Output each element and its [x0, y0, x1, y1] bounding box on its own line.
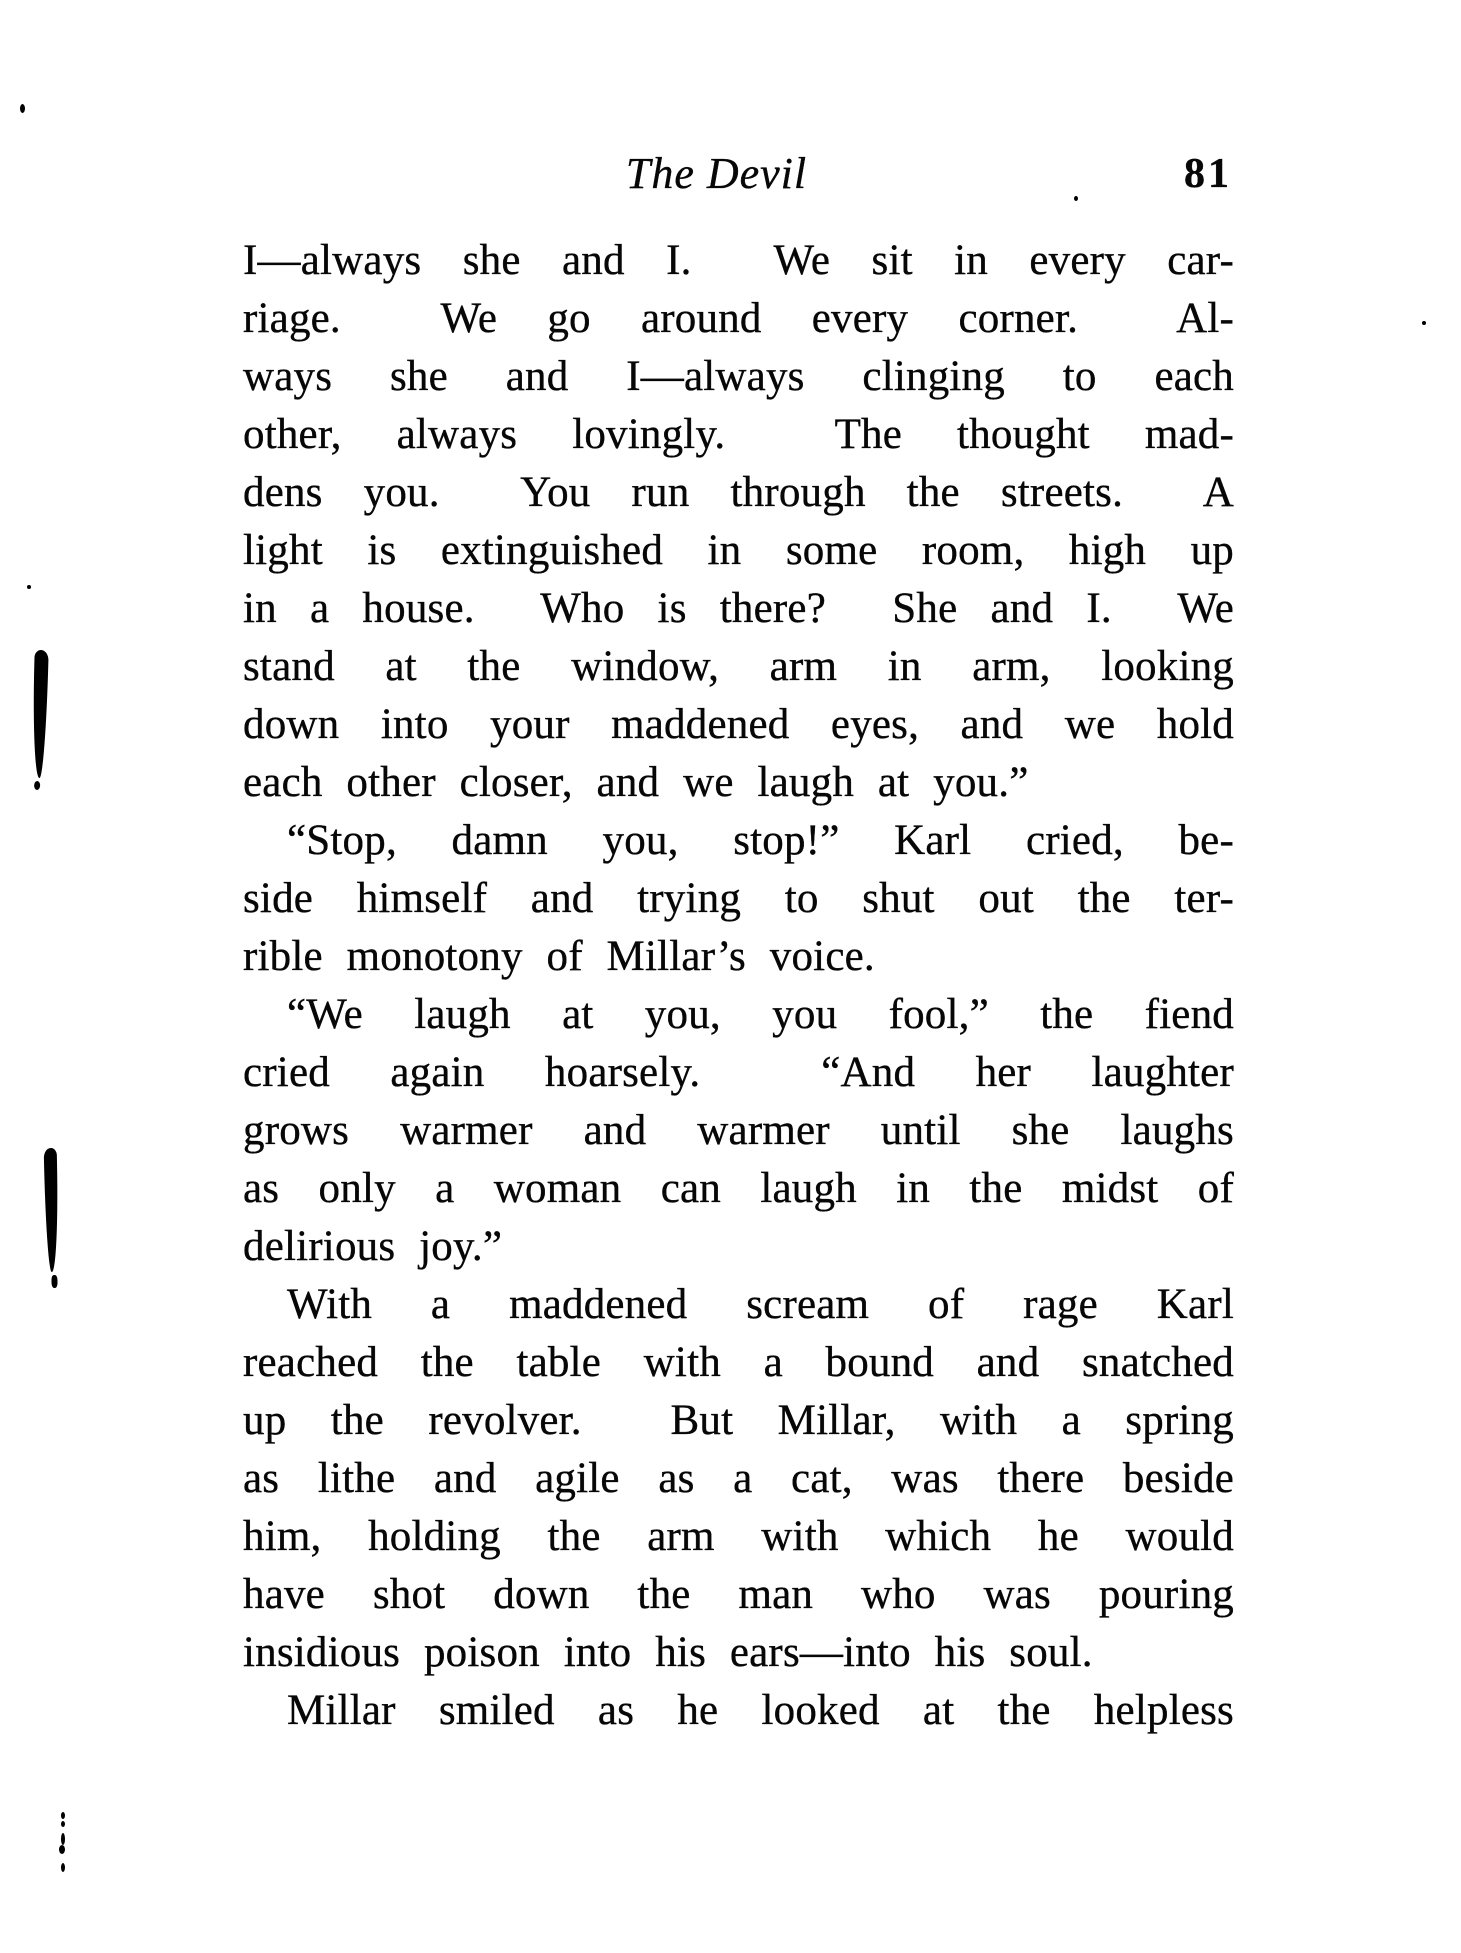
page-number: 81	[1184, 151, 1232, 197]
text-line: as only a woman can laugh in the midst of	[243, 1165, 1234, 1212]
text-line: rible monotony of Millar’s voice.	[243, 933, 875, 980]
body-text	[243, 232, 1234, 1740]
ink-speck	[61, 1821, 65, 1827]
ink-speck	[61, 1863, 65, 1872]
text-line: I—always she and I. We sit in every car-	[243, 237, 1234, 284]
text-line: Millar smiled as he looked at the helpless	[287, 1687, 1234, 1734]
ink-speck	[61, 1812, 65, 1819]
text-line: reached the table with a bound and snatched	[243, 1339, 1234, 1386]
ink-smudge-left-upper	[31, 650, 48, 778]
text-line: “Stop, damn you, stop!” Karl cried, be-	[287, 817, 1234, 864]
ink-speck	[61, 1833, 65, 1845]
page-title: The Devil	[625, 149, 808, 198]
text-line: him, holding the arm with which he would	[243, 1513, 1234, 1560]
text-line: “We laugh at you, you fool,” the fiend	[287, 991, 1234, 1038]
text-line: as lithe and agile as a cat, was there beside	[243, 1455, 1234, 1502]
text-line: light is extinguished in some room, high up	[243, 527, 1234, 574]
running-header	[243, 148, 1234, 200]
text-line: With a maddened scream of rage Karl	[287, 1281, 1234, 1328]
text-line: in a house. Who is there? She and I. We	[243, 585, 1234, 632]
text-line: delirious joy.”	[243, 1223, 503, 1270]
text-line: up the revolver. But Millar, with a spring	[243, 1397, 1234, 1444]
text-line: down into your maddened eyes, and we hold	[243, 701, 1234, 748]
text-line: have shot down the man who was pouring	[243, 1571, 1234, 1618]
text-line: ways she and I—always clinging to each	[243, 353, 1234, 400]
ink-speck	[27, 585, 31, 589]
text-line: dens you. You run through the streets. A	[243, 469, 1234, 516]
text-line: each other closer, and we laugh at you.”	[243, 759, 1029, 806]
text-line: riage. We go around every corner. Al-	[243, 295, 1234, 342]
text-line: insidious poison into his ears—into his soul.	[243, 1629, 1093, 1676]
text-line: stand at the window, arm in arm, looking	[243, 643, 1234, 690]
text-line: grows warmer and warmer until she laughs	[243, 1107, 1234, 1154]
text-line: other, always lovingly. The thought mad-	[243, 411, 1234, 458]
text-line: side himself and trying to shut out the ter-	[243, 875, 1234, 922]
ink-smudge-left-lower	[44, 1148, 60, 1272]
ink-speck	[1422, 321, 1426, 325]
ink-speck	[1074, 196, 1078, 201]
text-line: cried again hoarsely. “And her laughter	[243, 1049, 1234, 1096]
ink-speck	[20, 104, 25, 113]
ink-speck	[59, 1845, 65, 1854]
